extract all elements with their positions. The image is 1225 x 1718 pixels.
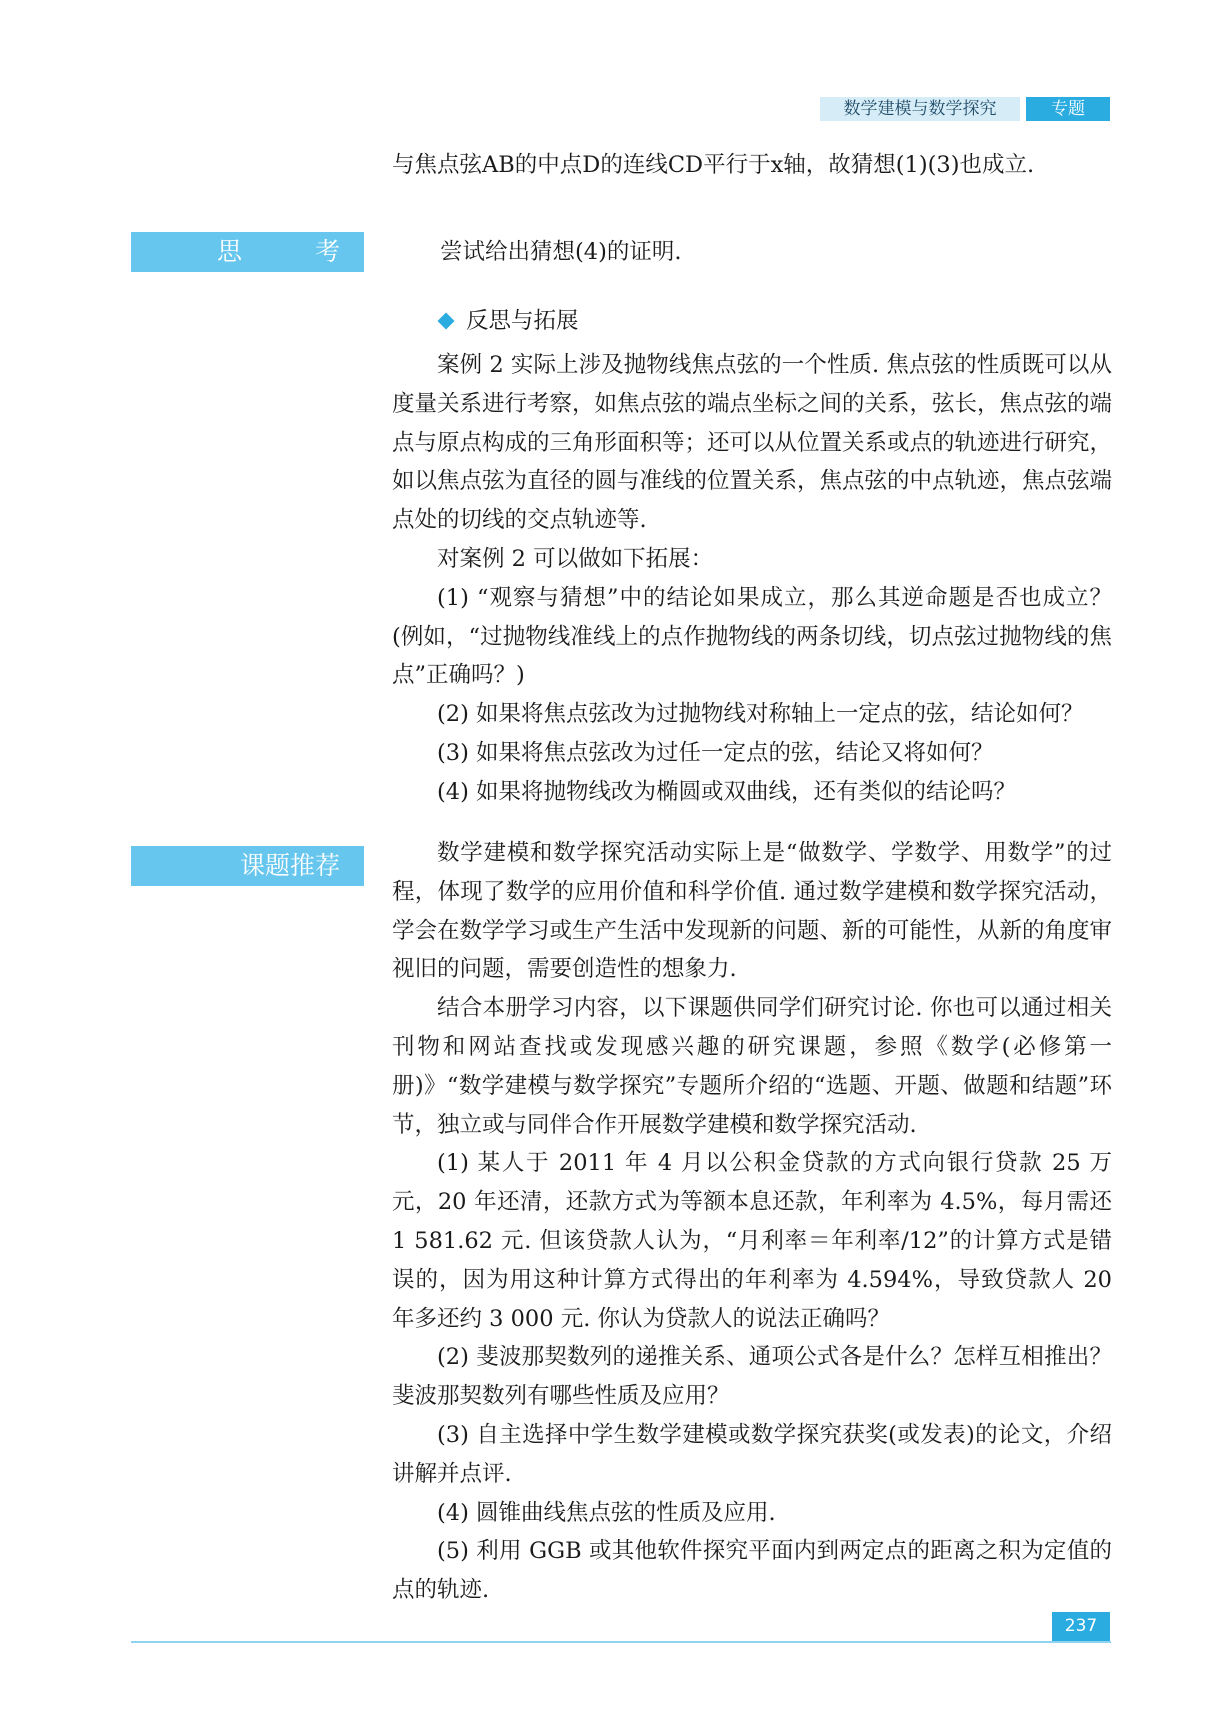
topics-item-1: (1) 某人于 2011 年 4 月以公积金贷款的方式向银行贷款 25 万元，20 年还清，还款方式为等额本息还款，年利率为 4.5%，每月需还 1 581.62 元. 但该贷款人认为，“月利率＝年利率/12”的计算方式是错误的，因为用这种计算方式得出的年利率为 4.594%，导致贷款人 20 年多还约 3 000 元. 你认为贷款人的说法正确吗？ bbox=[392, 1150, 1112, 1332]
reflect-item-4: (4) 如果将抛物线改为椭圆或双曲线，还有类似的结论吗？ bbox=[437, 778, 1017, 805]
think-label: 思 考 bbox=[131, 232, 364, 272]
topics-label: 课题推荐 bbox=[131, 846, 364, 886]
topics-item-3: (3) 自主选择中学生数学建模或数学探究获奖(或发表)的论文，介绍讲解并点评. bbox=[392, 1421, 1112, 1487]
header-section-title: 数学建模与数学探究 bbox=[820, 97, 1020, 121]
top-line: 与焦点弦AB的中点D的连线CD平行于x轴，故猜想(1)(3)也成立. bbox=[392, 152, 1035, 178]
reflect-item-3: (3) 如果将焦点弦改为过任一定点的弦，结论又将如何？ bbox=[437, 739, 994, 766]
reflect-section bbox=[392, 346, 1112, 812]
footer-rule bbox=[131, 1641, 1111, 1643]
reflect-heading bbox=[440, 302, 579, 340]
header-tag: 专题 bbox=[1026, 97, 1110, 121]
topics-section bbox=[392, 834, 1112, 1610]
topics-item-4: (4) 圆锥曲线焦点弦的性质及应用. bbox=[437, 1499, 776, 1526]
reflect-heading-text: 反思与拓展 bbox=[466, 308, 579, 334]
reflect-paragraph-2: 对案例 2 可以做如下拓展： bbox=[437, 545, 714, 572]
think-text: 尝试给出猜想(4)的证明. bbox=[440, 239, 682, 265]
reflect-paragraph-1: 案例 2 实际上涉及抛物线焦点弦的一个性质. 焦点弦的性质既可以从度量关系进行考察，如焦点弦的端点坐标之间的关系，弦长，焦点弦的端点与原点构成的三角形面积等；还可以从位置关系或点的轨迹进行研究，如以焦点弦为直径的圆与准线的位置关系，焦点弦的中点轨迹，焦点弦端点处的切线的交点轨迹等. bbox=[392, 352, 1113, 534]
reflect-item-1: (1) “观察与猜想”中的结论如果成立，那么其逆命题是否也成立？(例如，“过抛物线准线上的点作抛物线的两条切线，切点弦过抛物线的焦点”正确吗？) bbox=[392, 584, 1112, 689]
topics-paragraph-2: 结合本册学习内容，以下课题供同学们研究讨论. 你也可以通过相关刊物和网站查找或发现感兴趣的研究课题，参照《数学(必修第一册)》“数学建模与数学探究”专题所介绍的“选题、开题、做题和结题”环节，独立或与同伴合作开展数学建模和数学探究活动. bbox=[392, 995, 1112, 1138]
top-line-block bbox=[392, 146, 1112, 185]
diamond-bullet-icon bbox=[438, 313, 455, 330]
topics-item-5: (5) 利用 GGB 或其他软件探究平面内到两定点的距离之积为定值的点的轨迹. bbox=[392, 1538, 1112, 1604]
topics-item-2: (2) 斐波那契数列的递推关系、通项公式各是什么？怎样互相推出？斐波那契数列有哪些性质及应用？ bbox=[392, 1344, 1112, 1410]
reflect-item-2: (2) 如果将焦点弦改为过抛物线对称轴上一定点的弦，结论如何？ bbox=[437, 701, 1084, 728]
running-header bbox=[820, 97, 1110, 121]
topics-paragraph-1: 数学建模和数学探究活动实际上是“做数学、学数学、用数学”的过程，体现了数学的应用价值和科学价值. 通过数学建模和数学探究活动，学会在数学学习或生产生活中发现新的问题、新的可能性，从新的角度审视旧的问题，需要创造性的想象力. bbox=[392, 840, 1113, 983]
page-number: 237 bbox=[1052, 1612, 1110, 1641]
